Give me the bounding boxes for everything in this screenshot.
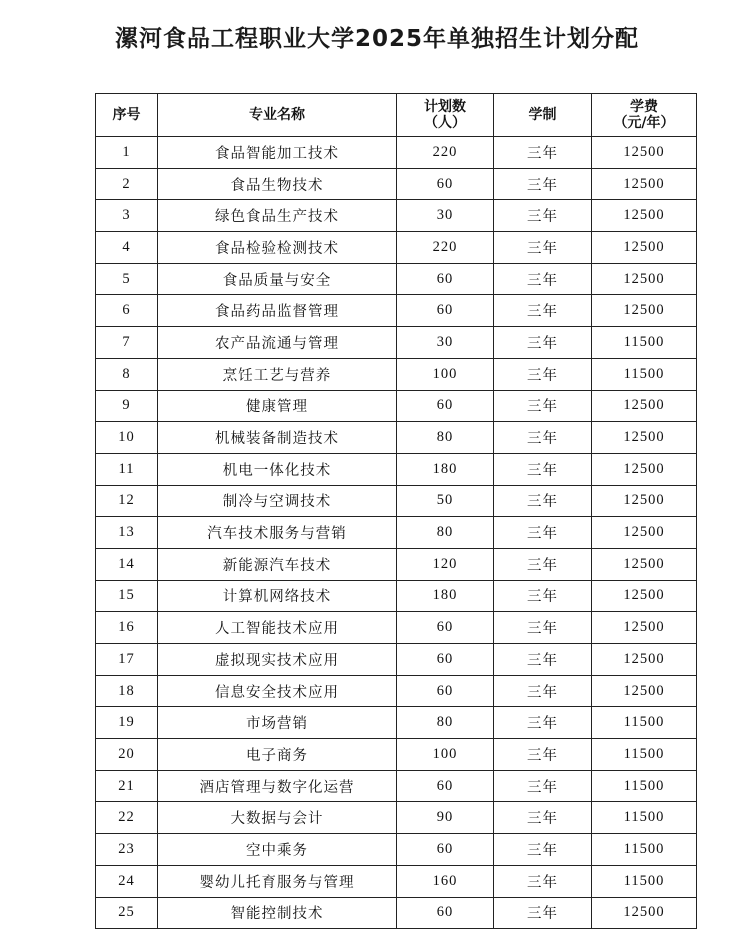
cell-index: 15 — [96, 580, 158, 612]
cell-fee: 12500 — [592, 422, 697, 454]
cell-plan-count: 90 — [397, 802, 494, 834]
cell-duration: 三年 — [494, 897, 592, 929]
cell-plan-count: 60 — [397, 834, 494, 866]
cell-major: 食品检验检测技术 — [158, 232, 397, 264]
cell-duration: 三年 — [494, 327, 592, 359]
table-row — [96, 517, 697, 549]
cell-major: 智能控制技术 — [158, 897, 397, 929]
cell-plan-count: 120 — [397, 548, 494, 580]
cell-fee: 12500 — [592, 612, 697, 644]
table-row — [96, 834, 697, 866]
cell-index: 20 — [96, 739, 158, 771]
cell-plan-count: 60 — [397, 263, 494, 295]
cell-major: 农产品流通与管理 — [158, 327, 397, 359]
table-row — [96, 263, 697, 295]
table-row — [96, 422, 697, 454]
cell-index: 6 — [96, 295, 158, 327]
cell-major: 婴幼儿托育服务与管理 — [158, 865, 397, 897]
cell-major: 空中乘务 — [158, 834, 397, 866]
cell-plan-count: 100 — [397, 358, 494, 390]
cell-index: 3 — [96, 200, 158, 232]
cell-fee: 12500 — [592, 517, 697, 549]
table-row — [96, 865, 697, 897]
cell-duration: 三年 — [494, 517, 592, 549]
cell-fee: 11500 — [592, 770, 697, 802]
table-row — [96, 770, 697, 802]
cell-duration: 三年 — [494, 485, 592, 517]
table-row — [96, 137, 697, 169]
cell-plan-count: 80 — [397, 517, 494, 549]
cell-fee: 12500 — [592, 263, 697, 295]
cell-duration: 三年 — [494, 770, 592, 802]
cell-fee: 11500 — [592, 865, 697, 897]
table-body — [96, 137, 697, 929]
header-plan-count — [397, 94, 494, 137]
cell-plan-count: 60 — [397, 644, 494, 676]
cell-major: 市场营销 — [158, 707, 397, 739]
cell-fee: 11500 — [592, 802, 697, 834]
cell-major: 食品药品监督管理 — [158, 295, 397, 327]
cell-index: 8 — [96, 358, 158, 390]
cell-index: 11 — [96, 453, 158, 485]
cell-major: 烹饪工艺与营养 — [158, 358, 397, 390]
table-row — [96, 548, 697, 580]
cell-fee: 12500 — [592, 485, 697, 517]
cell-plan-count: 160 — [397, 865, 494, 897]
table-row — [96, 644, 697, 676]
cell-plan-count: 60 — [397, 897, 494, 929]
cell-major: 健康管理 — [158, 390, 397, 422]
cell-duration: 三年 — [494, 865, 592, 897]
cell-duration: 三年 — [494, 137, 592, 169]
table-row — [96, 358, 697, 390]
cell-plan-count: 220 — [397, 232, 494, 264]
cell-major: 电子商务 — [158, 739, 397, 771]
header-index: 序号 — [96, 94, 158, 137]
cell-duration: 三年 — [494, 422, 592, 454]
cell-plan-count: 50 — [397, 485, 494, 517]
table-row — [96, 612, 697, 644]
cell-duration: 三年 — [494, 390, 592, 422]
cell-major: 新能源汽车技术 — [158, 548, 397, 580]
cell-major: 机电一体化技术 — [158, 453, 397, 485]
table-row — [96, 580, 697, 612]
cell-fee: 11500 — [592, 358, 697, 390]
cell-major: 制冷与空调技术 — [158, 485, 397, 517]
cell-index: 12 — [96, 485, 158, 517]
cell-major: 绿色食品生产技术 — [158, 200, 397, 232]
cell-index: 21 — [96, 770, 158, 802]
cell-plan-count: 60 — [397, 168, 494, 200]
cell-fee: 12500 — [592, 675, 697, 707]
cell-major: 人工智能技术应用 — [158, 612, 397, 644]
header-fee — [592, 94, 697, 137]
table-row — [96, 897, 697, 929]
cell-duration: 三年 — [494, 232, 592, 264]
table-row — [96, 485, 697, 517]
cell-plan-count: 60 — [397, 390, 494, 422]
table-row — [96, 739, 697, 771]
cell-fee: 12500 — [592, 644, 697, 676]
cell-major: 计算机网络技术 — [158, 580, 397, 612]
cell-fee: 12500 — [592, 200, 697, 232]
cell-duration: 三年 — [494, 263, 592, 295]
cell-major: 酒店管理与数字化运营 — [158, 770, 397, 802]
cell-index: 9 — [96, 390, 158, 422]
cell-major: 食品质量与安全 — [158, 263, 397, 295]
cell-duration: 三年 — [494, 802, 592, 834]
table-row — [96, 232, 697, 264]
cell-fee: 11500 — [592, 707, 697, 739]
table-row — [96, 327, 697, 359]
header-plan-count-line2: （人） — [424, 115, 466, 131]
cell-plan-count: 30 — [397, 327, 494, 359]
cell-duration: 三年 — [494, 675, 592, 707]
cell-index: 19 — [96, 707, 158, 739]
cell-fee: 12500 — [592, 897, 697, 929]
cell-fee: 12500 — [592, 168, 697, 200]
cell-duration: 三年 — [494, 200, 592, 232]
cell-duration: 三年 — [494, 168, 592, 200]
cell-plan-count: 180 — [397, 580, 494, 612]
cell-fee: 11500 — [592, 739, 697, 771]
table-row — [96, 295, 697, 327]
cell-index: 5 — [96, 263, 158, 295]
cell-duration: 三年 — [494, 612, 592, 644]
cell-plan-count: 220 — [397, 137, 494, 169]
cell-duration: 三年 — [494, 644, 592, 676]
cell-plan-count: 60 — [397, 612, 494, 644]
cell-plan-count: 80 — [397, 707, 494, 739]
cell-index: 7 — [96, 327, 158, 359]
cell-fee: 11500 — [592, 834, 697, 866]
cell-major: 食品生物技术 — [158, 168, 397, 200]
cell-index: 13 — [96, 517, 158, 549]
cell-major: 虚拟现实技术应用 — [158, 644, 397, 676]
cell-fee: 12500 — [592, 580, 697, 612]
cell-plan-count: 60 — [397, 295, 494, 327]
header-major: 专业名称 — [158, 94, 397, 137]
cell-duration: 三年 — [494, 834, 592, 866]
cell-major: 食品智能加工技术 — [158, 137, 397, 169]
cell-index: 24 — [96, 865, 158, 897]
page-title: 漯河食品工程职业大学2025年单独招生计划分配 — [114, 26, 639, 52]
cell-fee: 12500 — [592, 453, 697, 485]
cell-plan-count: 30 — [397, 200, 494, 232]
cell-duration: 三年 — [494, 453, 592, 485]
cell-plan-count: 60 — [397, 770, 494, 802]
cell-index: 14 — [96, 548, 158, 580]
cell-index: 23 — [96, 834, 158, 866]
table-header-row — [96, 94, 697, 137]
cell-major: 大数据与会计 — [158, 802, 397, 834]
cell-fee: 11500 — [592, 327, 697, 359]
cell-plan-count: 60 — [397, 675, 494, 707]
cell-duration: 三年 — [494, 548, 592, 580]
table-row — [96, 200, 697, 232]
cell-fee: 12500 — [592, 232, 697, 264]
cell-fee: 12500 — [592, 548, 697, 580]
cell-fee: 12500 — [592, 137, 697, 169]
cell-duration: 三年 — [494, 739, 592, 771]
header-duration: 学制 — [494, 94, 592, 137]
table-row — [96, 675, 697, 707]
table-row — [96, 707, 697, 739]
cell-index: 22 — [96, 802, 158, 834]
cell-index: 10 — [96, 422, 158, 454]
table-row — [96, 168, 697, 200]
cell-fee: 12500 — [592, 390, 697, 422]
header-fee-line1: 学费 — [630, 99, 658, 115]
cell-major: 机械装备制造技术 — [158, 422, 397, 454]
cell-index: 4 — [96, 232, 158, 264]
table-row — [96, 390, 697, 422]
cell-plan-count: 100 — [397, 739, 494, 771]
cell-plan-count: 80 — [397, 422, 494, 454]
header-plan-count-line1: 计划数 — [424, 99, 466, 115]
enrollment-plan-table — [95, 93, 697, 929]
cell-major: 信息安全技术应用 — [158, 675, 397, 707]
cell-major: 汽车技术服务与营销 — [158, 517, 397, 549]
cell-duration: 三年 — [494, 295, 592, 327]
table-row — [96, 453, 697, 485]
header-fee-line2: （元/年） — [613, 115, 675, 131]
cell-duration: 三年 — [494, 580, 592, 612]
cell-fee: 12500 — [592, 295, 697, 327]
cell-duration: 三年 — [494, 707, 592, 739]
cell-index: 17 — [96, 644, 158, 676]
table-row — [96, 802, 697, 834]
cell-index: 18 — [96, 675, 158, 707]
cell-duration: 三年 — [494, 358, 592, 390]
cell-plan-count: 180 — [397, 453, 494, 485]
cell-index: 25 — [96, 897, 158, 929]
cell-index: 2 — [96, 168, 158, 200]
cell-index: 1 — [96, 137, 158, 169]
cell-index: 16 — [96, 612, 158, 644]
